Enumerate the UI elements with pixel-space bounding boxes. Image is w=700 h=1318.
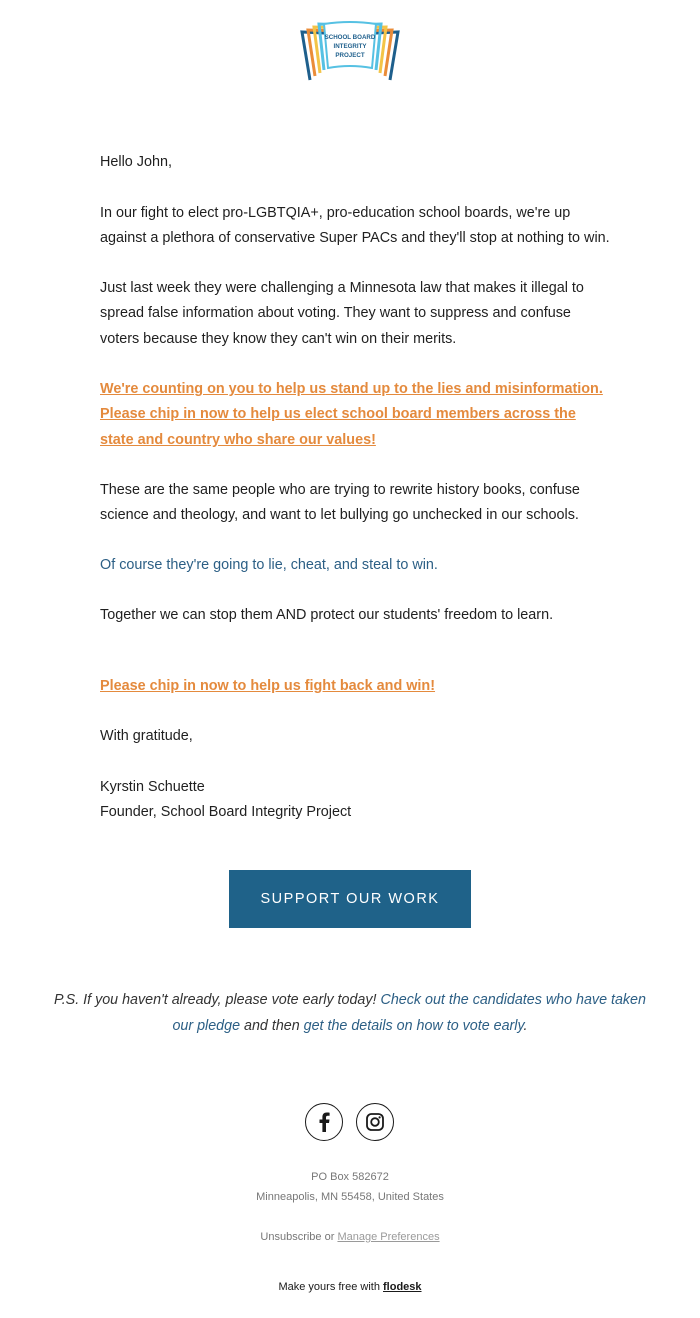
greeting-text: Hello John,: [100, 154, 172, 170]
instagram-icon: [366, 1113, 384, 1131]
book-logo-icon: [298, 18, 402, 88]
instagram-link[interactable]: [356, 1103, 394, 1141]
unsubscribe-row: [0, 1231, 700, 1243]
ps-lead: P.S. If you haven't already, please vote early today!: [54, 992, 377, 1008]
paragraph-3-text: These are the same people who are trying to rewrite history books, confuse science and theology, and want to let bullying go unchecked in our schools.: [100, 482, 580, 524]
paragraph-1: [100, 201, 610, 252]
paragraph-4[interactable]: [100, 553, 610, 578]
flodesk-link[interactable]: flodesk: [383, 1281, 422, 1293]
support-our-work-button[interactable]: SUPPORT OUR WORK: [229, 870, 471, 928]
flodesk-promo: [0, 1281, 700, 1293]
logo-text-line-1: SCHOOL BOARD: [324, 34, 376, 41]
paragraph-5: [100, 603, 610, 628]
signature: [100, 775, 610, 826]
signoff: [100, 724, 610, 749]
paragraph-5-text: Together we can stop them AND protect our students' freedom to learn.: [100, 607, 554, 623]
paragraph-2-text: Just last week they were challenging a Minnesota law that makes it illegal to spread false information about voting. They want to suppress and confuse voters because they know they can't win on their merits.: [100, 280, 584, 347]
school-board-integrity-project-logo: [298, 18, 402, 88]
logo-text-line-3: PROJECT: [335, 52, 365, 59]
donate-link-2[interactable]: Please chip in now to help us fight back and win!: [100, 678, 436, 694]
greeting: [100, 150, 610, 175]
paragraph-3: [100, 478, 610, 529]
manage-preferences-link[interactable]: Manage Preferences: [337, 1231, 440, 1243]
facebook-icon: [317, 1112, 331, 1132]
address-line-1: PO Box 582672: [311, 1171, 389, 1183]
ps-end: .: [523, 1017, 528, 1034]
vote-early-details-link[interactable]: get the details on how to vote early: [303, 1017, 524, 1034]
address-line-2: Minneapolis, MN 55458, United States: [256, 1191, 444, 1203]
signer-name: Kyrstin Schuette: [100, 779, 205, 795]
ps-note: [50, 988, 650, 1039]
donate-link-1[interactable]: We're counting on you to help us stand up to the lies and misinformation. Please chip in now to help us elect school board members across the state and country who share our values!: [100, 381, 603, 448]
signoff-text: With gratitude,: [100, 728, 193, 744]
paragraph-2: [100, 276, 610, 352]
made-with-text: Make yours free with: [278, 1281, 380, 1293]
donate-link-2-block[interactable]: [100, 674, 610, 699]
ps-middle: and then: [244, 1017, 300, 1034]
unsubscribe-link[interactable]: Unsubscribe: [260, 1231, 322, 1243]
signer-title: Founder, School Board Integrity Project: [100, 804, 352, 821]
facebook-link[interactable]: [305, 1103, 343, 1141]
paragraph-1-text: In our fight to elect pro-LGBTQIA+, pro-education school boards, we're up against a plethora of conservative Super PACs and they'll stop at nothing to win.: [100, 205, 610, 247]
unsubscribe-or: or: [324, 1231, 335, 1243]
logo-text-line-2: INTEGRITY: [333, 43, 367, 50]
lie-cheat-steal-link[interactable]: Of course they're going to lie, cheat, and steal to win.: [100, 557, 438, 573]
donate-link-1-block[interactable]: [100, 377, 610, 453]
candidates-pledge-link[interactable]: Check out the candidates who have taken our pledge: [172, 992, 646, 1034]
